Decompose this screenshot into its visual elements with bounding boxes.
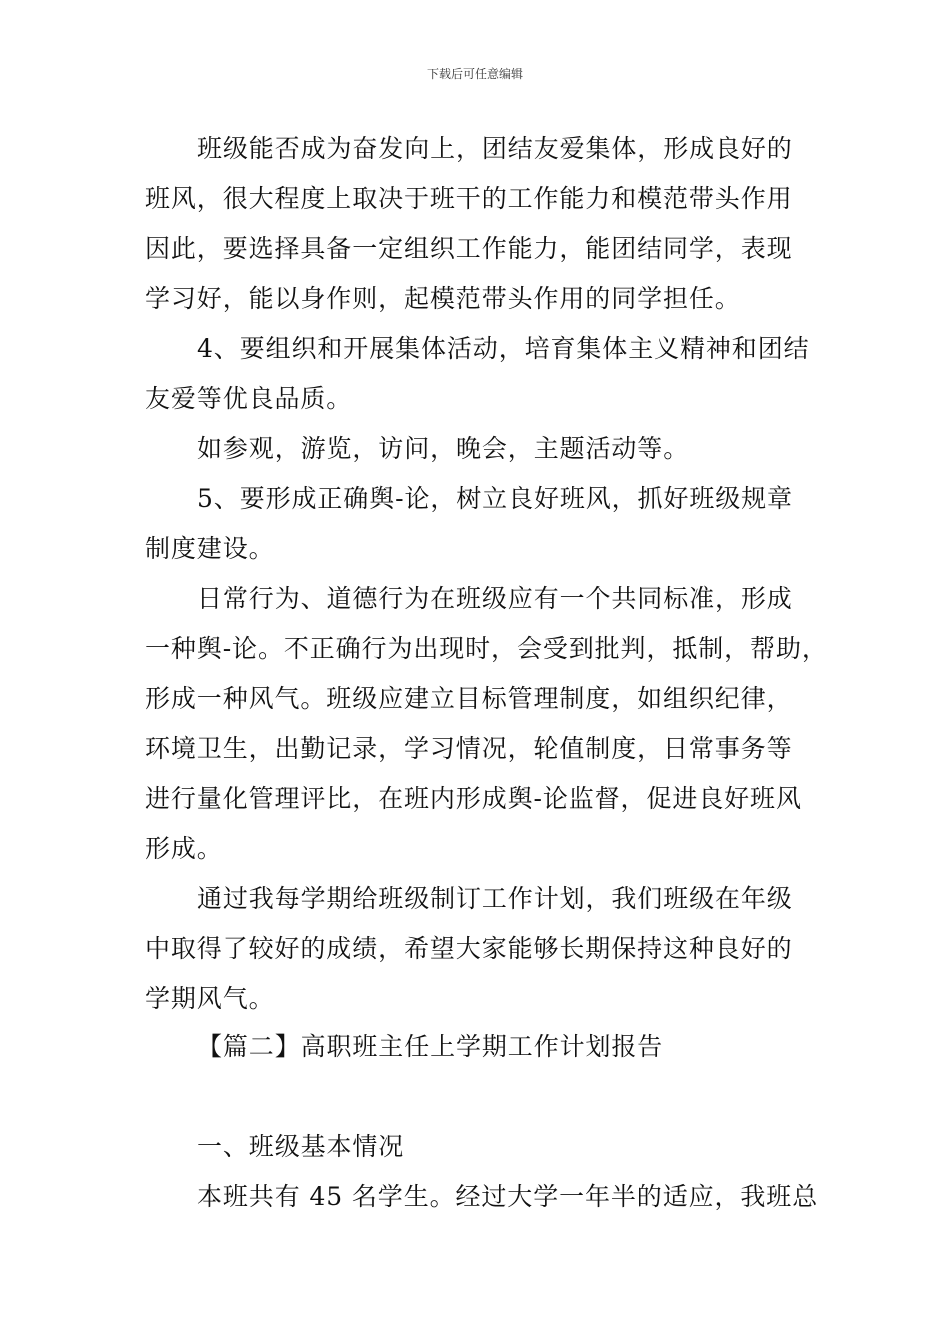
text-line: 学期风气。 <box>145 984 275 1013</box>
page-header: 下载后可任意编辑 <box>426 67 523 81</box>
subsection-heading: 一、班级基本情况 <box>197 1132 405 1161</box>
text-line: 环境卫生，出勤记录，学习情况，轮值制度，日常事务等 <box>145 734 793 763</box>
text-line: 进行量化管理评比，在班内形成舆-论监督，促进良好班风 <box>145 784 802 813</box>
text-line: 友爱等优良品质。 <box>145 384 353 413</box>
text-line: 如参观，游览，访问，晚会，主题活动等。 <box>197 434 690 463</box>
text-line: 本班共有 45 名学生。经过大学一年半的适应，我班总 <box>197 1182 819 1211</box>
text-line: 一种舆-论。不正确行为出现时，会受到批判，抵制，帮助， <box>145 634 828 663</box>
text-line: 学习好，能以身作则，起模范带头作用的同学担任。 <box>145 284 741 313</box>
text-line: 4、要组织和开展集体活动，培育集体主义精神和团结 <box>197 334 810 363</box>
text-line: 制度建设。 <box>145 534 275 563</box>
text-line: 形成。 <box>145 834 223 863</box>
text-line: 中取得了较好的成绩，希望大家能够长期保持这种良好的 <box>145 934 793 963</box>
text-line: 班风，很大程度上取决于班干的工作能力和模范带头作用 <box>145 184 793 213</box>
section-heading: 【篇二】高职班主任上学期工作计划报告 <box>197 1032 664 1061</box>
text-line: 日常行为、道德行为在班级应有一个共同标准，形成 <box>197 584 793 613</box>
text-line: 因此，要选择具备一定组织工作能力，能团结同学，表现 <box>145 234 793 263</box>
text-line: 形成一种风气。班级应建立目标管理制度，如组织纪律， <box>145 684 793 713</box>
text-line: 班级能否成为奋发向上，团结友爱集体，形成良好的 <box>197 134 793 163</box>
text-line: 通过我每学期给班级制订工作计划，我们班级在年级 <box>197 884 793 913</box>
text-line: 5、要形成正确舆-论，树立良好班风，抓好班级规章 <box>197 484 793 513</box>
